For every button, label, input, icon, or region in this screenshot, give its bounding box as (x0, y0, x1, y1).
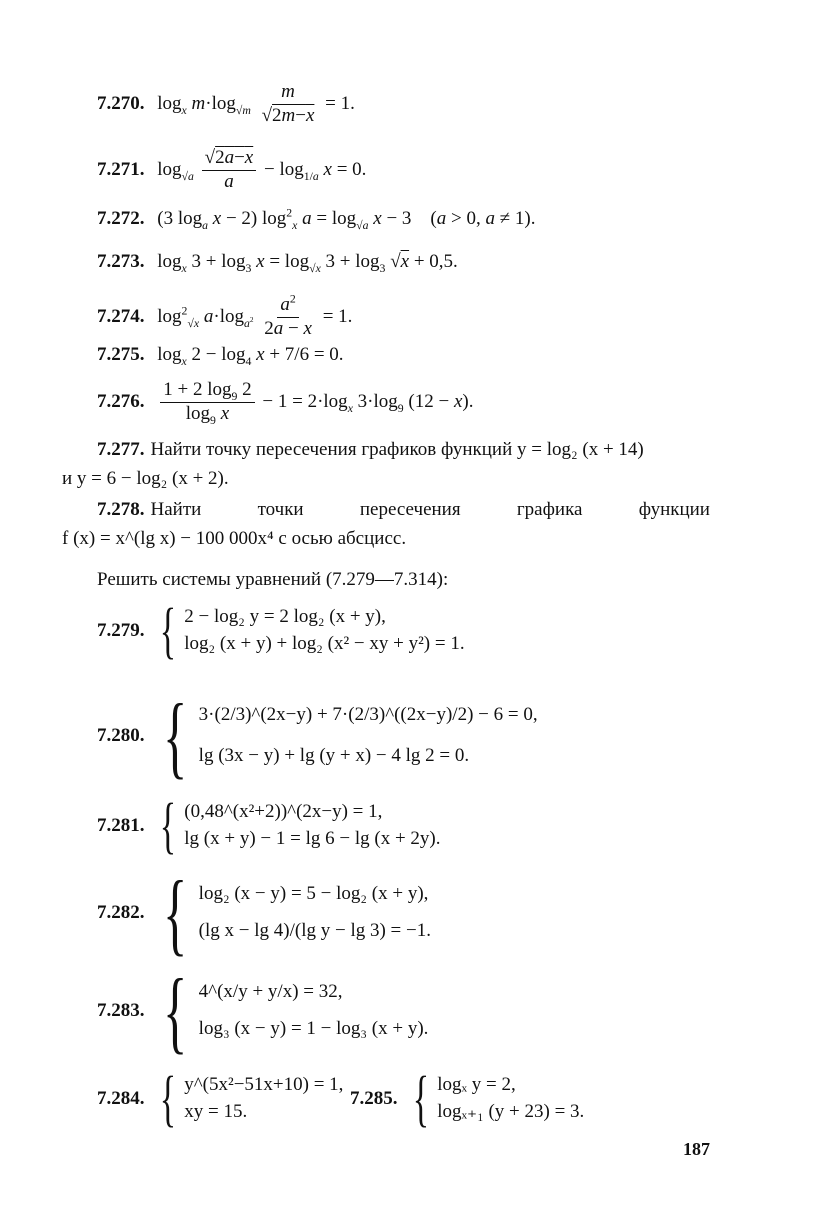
equation: (0,48^(x²+2))^(2x−y) = 1, (184, 801, 383, 823)
problem-7-283: 7.283. { 4^(x/y + y/x) = 32, log₃ (x − y) = 1 − log₃ (x + y). (97, 960, 429, 1062)
equation: lg (x + y) − 1 = lg 6 − lg (x + 2y). (184, 828, 441, 849)
equation: log₂ (x − y) = 5 − log₂ (x + y), (198, 883, 429, 905)
problem-7-274: 7.274. $\log^2_{√x} a\cdot\log_{a^2}$ $\frac{a^2}{2a - x}$ = 1. (97, 292, 353, 339)
problem-word: точки (257, 499, 304, 520)
problem-7-277 (62, 435, 710, 494)
problem-7-271: 7.271. $\log_{√a}$ $\frac{√2a-x}{a}$ − $\log_{1/a} x = 0$. (97, 147, 367, 192)
problem-number: 7.284. (97, 1087, 145, 1109)
equation: logₓ₊₁ (y + 23) = 3. (437, 1101, 585, 1122)
equation: y^(5x²−51x+10) = 1, (184, 1074, 344, 1096)
problem-text-line2: и y = 6 − log₂ (x + 2). (62, 468, 229, 490)
problem-number: 7.285. (350, 1087, 398, 1109)
equation: lg (3x − y) + lg (y + x) − 4 lg 2 = 0. (198, 745, 470, 766)
problem-number: 7.272. (97, 208, 145, 229)
problem-7-282: 7.282. { log₂ (x − y) = 5 − log₂ (x + y), (lg x − lg 4)/(lg y − lg 3) = −1. (97, 862, 431, 964)
problem-7-276: 7.276. $\frac{1 + 2 \log_9 2}{\log_9 x}$ − $1 = 2\cdot\log_x$ $3\cdot\log_9$ (12 − x). (97, 379, 474, 427)
problem-7-273: 7.273. $\log_x 3 + \log_3 x = \log_{√x} 3 + \log_3 √x + 0,5$. (97, 251, 458, 275)
problem-text: Найти точку пересечения графиков функций y = log₂ (x + 14) (150, 439, 644, 460)
problem-number: 7.273. (97, 251, 145, 272)
problem-number: 7.279. (97, 619, 145, 641)
problem-word: графика (516, 499, 583, 520)
problem-7-275: 7.275. $\log_x 2 - \log_4 x + 7/6 = 0$. (97, 344, 344, 368)
problem-7-270: 7.270. $\log_x m\cdot\log_{√m}$ $\frac{m}{√2m-x}$ = 1. (97, 81, 355, 126)
equation: 4^(x/y + y/x) = 32, (198, 981, 343, 1003)
problem-number: 7.270. (97, 92, 145, 114)
problem-number: 7.276. (97, 390, 145, 412)
equation: logₓ y = 2, (437, 1074, 516, 1096)
problem-number: 7.281. (97, 814, 145, 836)
problem-text-line2: f (x) = x^(lg x) − 100 000x⁴ с осью абсцисс. (62, 528, 407, 550)
problem-7-281: 7.281. { (0,48^(x²+2))^(2x−y) = 1, lg (x + y) − 1 = lg 6 − lg (x + 2y). (97, 792, 441, 860)
problem-word: пересечения (359, 499, 461, 520)
problem-7-285: 7.285. { logₓ y = 2, logₓ₊₁ (y + 23) = 3. (350, 1065, 585, 1133)
problem-number: 7.278. (97, 499, 145, 520)
problem-number: 7.283. (97, 999, 145, 1021)
problem-7-272: 7.272. (3 $\log_a x - 2$) $\log^2_x a = \log_{√a} x - 3$ (a > 0, a ≠ 1). (97, 206, 536, 232)
problem-number: 7.274. (97, 305, 145, 327)
problem-7-280: 7.280. { 3·(2/3)^(2x−y) + 7·(2/3)^((2x−y)/2) − 6 = 0, lg (3x − y) + lg (y + x) − 4 lg 2 = 0. (97, 685, 538, 787)
problem-number: 7.282. (97, 901, 145, 923)
equation: log₂ (x + y) + log₂ (x² − xy + y²) = 1. (184, 633, 465, 654)
problem-7-279: 7.279. { 2 − log₂ y = 2 log₂ (x + y), log₂ (x + y) + log₂ (x² − xy + y²) = 1. (97, 597, 465, 665)
equation: 2 − log₂ y = 2 log₂ (x + y), (184, 606, 386, 628)
problem-number: 7.277. (97, 439, 145, 460)
problem-number: 7.271. (97, 158, 145, 180)
section-heading: Решить системы уравнений (7.279—7.314): (97, 569, 449, 590)
equation: log₃ (x − y) = 1 − log₃ (x + y). (198, 1018, 429, 1039)
problem-number: 7.275. (97, 344, 145, 365)
equation: 3·(2/3)^(2x−y) + 7·(2/3)^((2x−y)/2) − 6 = 0, (198, 704, 538, 726)
equation: xy = 15. (184, 1101, 248, 1122)
problem-word: Найти (150, 499, 202, 520)
page-number: 187 (683, 1139, 710, 1159)
problem-word: функции (638, 499, 710, 520)
problem-number: 7.280. (97, 724, 145, 746)
equation: (lg x − lg 4)/(lg y − lg 3) = −1. (198, 920, 431, 941)
problem-7-284: 7.284. { y^(5x²−51x+10) = 1, xy = 15. (97, 1065, 344, 1133)
problem-7-278 (62, 495, 710, 554)
